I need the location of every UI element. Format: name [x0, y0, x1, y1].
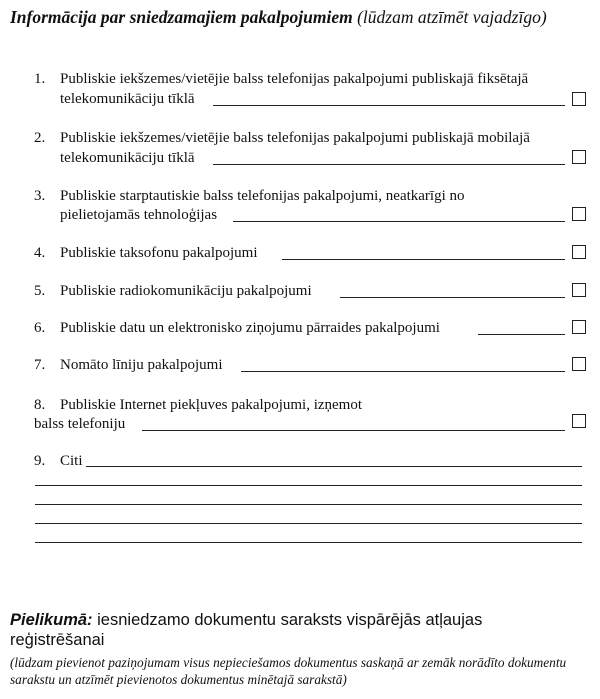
list-item-2	[34, 129, 45, 148]
item-8-line2: balss telefoniju	[34, 416, 126, 432]
item-6-line1: Publiskie datu un elektronisko ziņojumu pārraides pakalpojumi	[60, 320, 440, 336]
attachment-note: (lūdzam pievienot paziņojumam visus nepieciešamos dokumentus saskaņā ar zemāk norādīto dokumentu sarakstu un atzīmēt pievienotos dokumentus minētajā sarakstā)	[10, 655, 567, 687]
item-3-line2: pielietojamās tehnoloģijas	[60, 207, 218, 223]
other-fill-line[interactable]	[35, 485, 582, 486]
list-item-9	[34, 452, 45, 471]
item-3-checkbox[interactable]	[572, 207, 586, 221]
item-6-checkbox[interactable]	[572, 320, 586, 334]
item-6-number: 6.	[34, 320, 46, 336]
list-item-4	[34, 244, 45, 263]
item-1-line1: Publiskie iekšzemes/vietējie balss telefonijas pakalpojumi publiskajā fiksētajā	[60, 71, 529, 87]
attachment-heading-rest: iesniedzamo dokumentu saraksts vispārējās atļaujas reģistrēšanai	[10, 611, 483, 649]
item-5-line1: Publiskie radiokomunikāciju pakalpojumi	[60, 283, 312, 299]
item-4-checkbox[interactable]	[572, 245, 586, 259]
other-fill-line[interactable]	[35, 523, 582, 524]
item-2-line2: telekomunikāciju tīklā	[60, 150, 195, 166]
form-title-note: (lūdzam atzīmēt vajadzīgo)	[357, 7, 547, 27]
item-1-fill-line	[213, 105, 565, 106]
item-8-number: 8.	[34, 397, 46, 413]
list-item-6	[34, 319, 45, 338]
item-4-line1: Publiskie taksofonu pakalpojumi	[60, 245, 258, 261]
item-8-fill-line	[142, 430, 565, 431]
item-5-fill-line	[340, 297, 565, 298]
attachment-heading-bold: Pielikumā:	[10, 611, 93, 629]
item-5-number: 5.	[34, 283, 46, 299]
other-fill-line[interactable]	[35, 504, 582, 505]
item-9-line1: Citi	[60, 453, 83, 469]
item-3-number: 3.	[34, 188, 46, 204]
list-item-1	[34, 70, 45, 89]
attachment-heading	[10, 610, 570, 650]
list-item-7	[34, 356, 45, 375]
item-7-number: 7.	[34, 357, 46, 373]
item-6-fill-line	[478, 334, 565, 335]
item-1-checkbox[interactable]	[572, 92, 586, 106]
list-item-5	[34, 282, 45, 301]
item-9-fill-line[interactable]	[86, 466, 582, 467]
item-7-fill-line	[241, 371, 565, 372]
item-1-line2: telekomunikāciju tīklā	[60, 91, 195, 107]
item-4-number: 4.	[34, 245, 46, 261]
item-7-line1: Nomāto līniju pakalpojumi	[60, 357, 223, 373]
item-9-number: 9.	[34, 453, 46, 469]
item-2-fill-line	[213, 164, 565, 165]
item-7-checkbox[interactable]	[572, 357, 586, 371]
list-item-8	[34, 396, 45, 415]
form-title-bold: Informācija par sniedzamajiem pakalpojumiem	[10, 7, 353, 27]
item-2-checkbox[interactable]	[572, 150, 586, 164]
item-2-number: 2.	[34, 130, 46, 146]
item-8-line1: Publiskie Internet piekļuves pakalpojumi, izņemot	[60, 397, 363, 413]
list-item-3	[34, 187, 45, 206]
item-2-line1: Publiskie iekšzemes/vietējie balss telefonijas pakalpojumi publiskajā mobilajā	[60, 130, 530, 146]
form-title	[10, 6, 580, 28]
item-5-checkbox[interactable]	[572, 283, 586, 297]
item-3-fill-line	[233, 221, 565, 222]
item-8-checkbox[interactable]	[572, 414, 586, 428]
item-4-fill-line	[282, 259, 565, 260]
item-1-number: 1.	[34, 71, 46, 87]
other-fill-line[interactable]	[35, 542, 582, 543]
item-3-line1: Publiskie starptautiskie balss telefonijas pakalpojumi, neatkarīgi no	[60, 188, 465, 204]
